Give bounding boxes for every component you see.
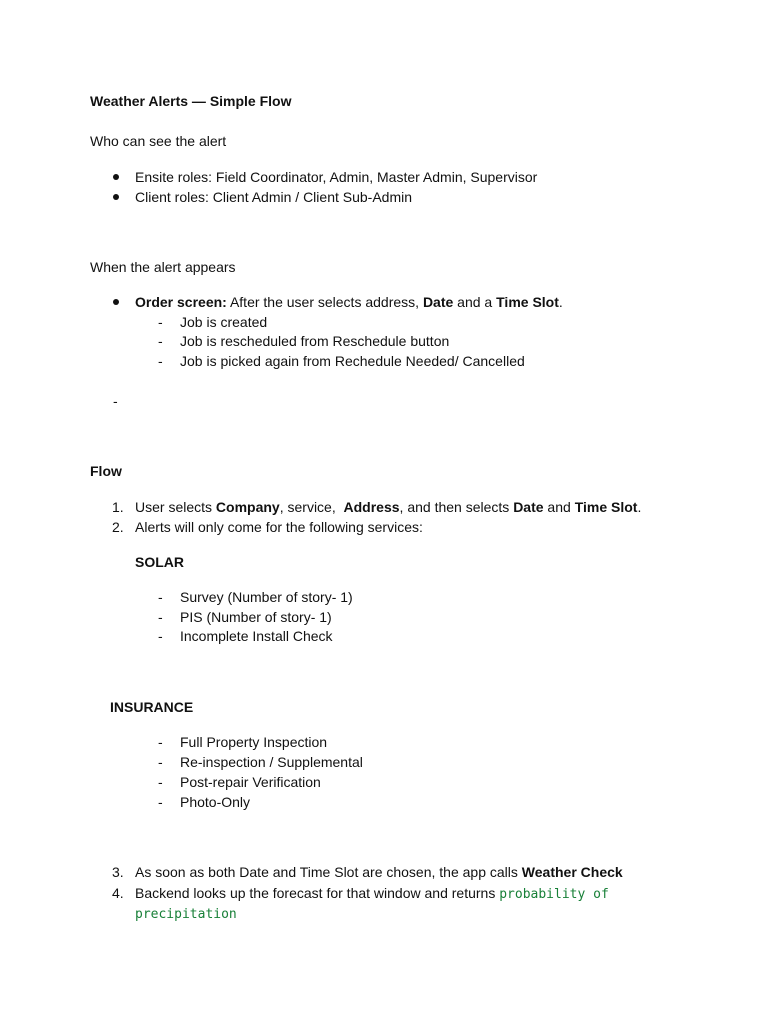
dash-marker: -	[158, 333, 163, 349]
dash-marker: -	[158, 628, 163, 644]
code-text: precipitation	[135, 907, 237, 922]
when-heading: When the alert appears	[90, 259, 236, 275]
list-item: Job is created	[180, 314, 268, 330]
step-bold: Date	[513, 499, 544, 515]
step-bold: Company	[215, 499, 280, 515]
dash-marker: -	[158, 774, 163, 790]
list-item: Survey (Number of story- 1)	[180, 589, 353, 605]
who-heading: Who can see the alert	[90, 133, 227, 149]
ensite-roles-value: Field Coordinator, Admin, Master Admin, Supervisor	[212, 169, 538, 185]
list-item: Incomplete Install Check	[180, 628, 333, 644]
step-bold: Address	[343, 499, 400, 515]
order-screen-item	[135, 293, 563, 311]
bullet-icon	[113, 299, 119, 305]
dash-marker: -	[158, 314, 163, 330]
solar-heading: SOLAR	[135, 554, 184, 570]
order-text: After the user selects address,	[226, 294, 423, 310]
step-number: 2.	[112, 519, 124, 535]
list-item: Re-inspection / Supplemental	[180, 754, 363, 770]
bullet-icon	[113, 194, 119, 200]
step-text: and	[543, 499, 575, 515]
list-item: Job is rescheduled from Reschedule button	[180, 333, 450, 349]
step-text: .	[637, 499, 642, 515]
step-text: User selects	[135, 499, 216, 515]
step-number: 4.	[112, 885, 124, 901]
dash-marker: -	[158, 353, 163, 369]
list-item: Post-repair Verification	[180, 774, 321, 790]
stray-dash: -	[113, 393, 118, 409]
dash-marker: -	[158, 754, 163, 770]
list-item: Full Property Inspection	[180, 734, 328, 750]
step-bold: Weather Check	[521, 864, 623, 880]
client-roles-item	[135, 188, 412, 206]
order-text: .	[558, 294, 563, 310]
step-4	[135, 884, 609, 904]
bullet-icon	[113, 174, 119, 180]
ensite-roles-label: Ensite roles:	[135, 169, 213, 185]
step-bold: Time Slot	[574, 499, 638, 515]
step-text: , and then selects	[399, 499, 514, 515]
document-title: Weather Alerts — Simple Flow	[90, 93, 292, 109]
step-number: 1.	[112, 499, 124, 515]
order-text: and a	[453, 294, 497, 310]
step-text: As soon as both Date and Time Slot are chosen, the app calls	[135, 864, 522, 880]
insurance-heading: INSURANCE	[110, 699, 194, 715]
step-text: Backend looks up the forecast for that window and returns	[135, 885, 500, 901]
step-number: 3.	[112, 864, 124, 880]
order-date: Date	[422, 294, 454, 310]
list-item: Photo-Only	[180, 794, 251, 810]
step-1	[135, 498, 641, 516]
code-text: probability of	[499, 887, 609, 902]
dash-marker: -	[158, 734, 163, 750]
client-roles-value: Client Admin / Client Sub-Admin	[208, 189, 413, 205]
ensite-roles-item	[135, 168, 537, 186]
dash-marker: -	[158, 609, 163, 625]
client-roles-label: Client roles:	[135, 189, 209, 205]
step-2: Alerts will only come for the following services:	[135, 519, 423, 535]
dash-marker: -	[158, 794, 163, 810]
flow-heading: Flow	[90, 463, 122, 479]
order-screen-label: Order screen:	[135, 294, 227, 310]
list-item: PIS (Number of story- 1)	[180, 609, 332, 625]
step-text: , service,	[279, 499, 344, 515]
list-item: Job is picked again from Rechedule Needed/ Cancelled	[180, 353, 525, 369]
dash-marker: -	[158, 589, 163, 605]
step-3	[135, 863, 623, 881]
order-timeslot: Time Slot	[496, 294, 559, 310]
